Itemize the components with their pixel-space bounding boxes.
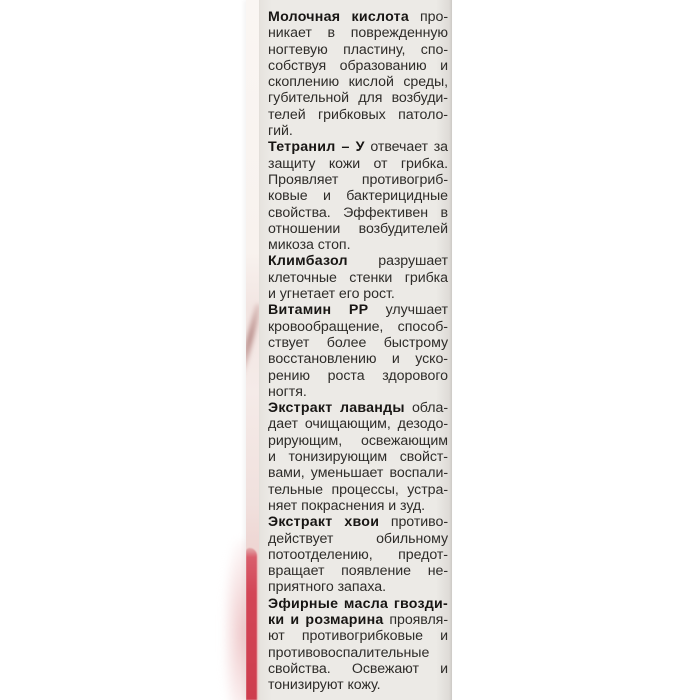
text-line: Экстракт лаванды обла- [268, 400, 448, 417]
text-line: защиту кожи от грибка. [268, 155, 448, 172]
pink-smudge [246, 303, 259, 381]
package-box [246, 0, 452, 700]
text-line: Проявляет противогриб- [268, 171, 448, 188]
paragraph [268, 253, 448, 302]
text-line: Тетранил – У отвечает за [268, 139, 448, 156]
text-line: Экстракт хвои противо- [268, 514, 448, 531]
text-line: телей грибковых патоло- [268, 106, 448, 123]
text-line: Витамин PP улучшает [268, 302, 448, 319]
text-line: ют противогрибковые и [268, 628, 448, 645]
text-line: отношении возбудителей [268, 220, 448, 237]
text-line: кровообращение, способ- [268, 318, 448, 335]
text-line: свойства. Эффективен в [268, 204, 448, 221]
text-line: противовоспалительные [268, 644, 430, 661]
text-line: гий. [268, 123, 293, 140]
text-line: ки и розмарина проявля- [268, 611, 448, 628]
text-line: ногтевую пластину, спо- [268, 41, 448, 58]
ingredients-text [260, 0, 451, 693]
text-line: микоза стоп. [268, 237, 351, 254]
text-line: вращает появление не- [268, 563, 448, 580]
text-line: клеточные стенки грибка [268, 269, 448, 286]
text-line: и угнетает его рост. [268, 286, 395, 303]
text-line: Молочная кислота про- [268, 9, 448, 25]
paragraph [268, 139, 448, 253]
text-line: приятного запаха. [268, 579, 386, 596]
text-line: тонизируют кожу. [268, 677, 381, 694]
paragraph [268, 514, 448, 595]
text-line: Эфирные масла гвозди- [268, 595, 448, 612]
text-line: свойства. Освежают и [268, 660, 448, 677]
text-line: собствуя образованию и [268, 57, 448, 74]
text-line: и тонизирующим свойст- [268, 449, 448, 466]
paragraph [268, 302, 448, 400]
text-line: дает очищающим, дезодо- [268, 416, 448, 433]
text-line: тельные процессы, устра- [268, 481, 448, 498]
paragraph [268, 596, 448, 694]
text-line: действует обильному [268, 530, 448, 547]
text-line: рирующим, освежающим [268, 432, 448, 449]
text-line: губительной для возбуди- [268, 90, 448, 107]
paragraph [268, 400, 448, 514]
red-accent-stripe [246, 548, 257, 700]
text-line: ногтя. [268, 383, 307, 400]
text-line: скоплению кислой среды, [268, 74, 448, 91]
text-line: потоотделению, предот- [268, 546, 448, 563]
text-line: Климбазол разрушает [268, 253, 448, 270]
package-back-face [259, 0, 452, 700]
text-line: рению роста здорового [268, 367, 448, 384]
text-line: ствует более быстрому [268, 334, 448, 351]
text-line: вами, уменьшает воспали- [268, 465, 448, 482]
paragraph [268, 9, 448, 139]
text-line: няет покраснения и зуд. [268, 497, 426, 514]
text-line: никает в поврежденную [268, 25, 448, 42]
package-side-strip [246, 0, 259, 700]
text-line: восстановлению и уско- [268, 351, 448, 368]
text-line: ковые и бактерицидные [268, 188, 448, 205]
